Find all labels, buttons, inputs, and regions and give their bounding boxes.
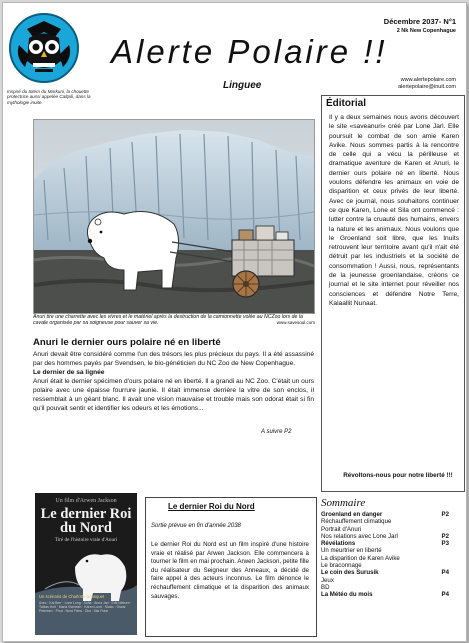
toc-page: P4 (441, 569, 449, 577)
masthead-title: Alerte Polaire !! (111, 33, 388, 70)
email-link[interactable]: alertepolaire@inuit.com (398, 84, 456, 90)
contact-info (398, 77, 456, 91)
article-title: Anuri le dernier ours polaire né en liberté (33, 337, 221, 348)
toc-page: P2 (441, 511, 449, 518)
newspaper-page (2, 2, 467, 642)
poster-tagline: Tiré de l'histoire vraie d'Anuri (54, 537, 118, 543)
toc-item[interactable]: Nos relations avec Lone Jarl P2 (321, 532, 449, 540)
film-release-note: Sortie prévue en fin d'année 2038 (151, 523, 241, 529)
poster-screenplay: Un scénario de Charlotte Bousquet (39, 594, 105, 599)
cover-photo (33, 119, 315, 314)
film-poster (35, 493, 137, 635)
toc-item[interactable]: La disparition de Karen Avike (321, 554, 400, 562)
toc-item[interactable]: Le coin des Surusik P4 (321, 569, 449, 577)
poster-title: Le dernier Roi du Nord (40, 506, 132, 536)
website-link[interactable]: www.alertepolaire.com (400, 77, 456, 83)
toc-item[interactable]: Le braconnage (321, 562, 362, 570)
editorial-closing: Révoltons-nous pour notre liberté !!! (343, 472, 453, 479)
article-subhead: Le dernier de sa lignée (33, 369, 105, 376)
owl-totem-logo (9, 13, 79, 83)
toc-item[interactable]: La Météo du mois P4 (321, 591, 449, 599)
toc-item[interactable]: Portrait d'Anuri (321, 525, 362, 533)
toc-page: P4 (441, 591, 449, 599)
poster-credits: Avec : Kai Berr · Lone Long · Sofia · Anna Jarl · Erik Nielsen · Tobias Holt · Maria Svensen · Karen Lund · Music : Oscar Petersen · Prod : Nord Films · Dist : Sila Polar (39, 601, 132, 614)
toc-item[interactable]: Réchauffement climatique (321, 518, 392, 526)
glacier-bear-illustration (34, 120, 314, 313)
toc-page: P3 (441, 540, 449, 548)
photo-credit: www.savesoul.com (276, 320, 315, 326)
film-article-title: Le dernier Roi du Nord (168, 502, 255, 511)
toc-item[interactable]: BD (321, 583, 330, 591)
editorial-body: Il y a deux semaines nous avons découvert le site «saveanuri» créé par Lone Jarl. Elle poursuit le combat de son amie Karen Avike. Nous sommes partis à la rencontre de celle qui a vécu la périlleuse et dramatique aventure de Karen et Anuri, le dernier ours polaire né en liberté. Nous voulons défendre les animaux en voie de disparition et ceux privés de leur liberté. Avec ce journal, nous souhaitons continuer ce que Karen, Lone et Sila ont commencé : lutter contre la cruauté des humains, envers la nature et les animaux. Nous voulons que le Groenland soit libre, que les Inuits retrouvent leur territoire avant qu'il n'ait été détruit par les industriels et la société de consommation ! Aussi, nous, représentants de la jeunesse groenlandaise, créons ce journal et le site internet pour réveiller nos consciences et défendre Notre Terre, Kalaallit Nunaat. (329, 114, 459, 307)
issue-location: 2 Nk New Copenhague (396, 28, 456, 34)
table-of-contents (321, 511, 449, 599)
continued-note: A suivre P2 (261, 429, 292, 435)
editorial-title: Éditorial (326, 98, 367, 109)
article-body (33, 350, 314, 413)
owl-icon (11, 15, 77, 81)
article-paragraph-1: Anuri devait être considéré comme l'un des trésors les plus précieux du pays. Il a été assassiné par des hommes payés par Svendsen, le bio-généticien du NC Zoo de New Copenhague. (33, 351, 314, 367)
toc-item[interactable]: Un meurtrier en liberté (321, 547, 382, 555)
issue-date: Décembre 2037- N°1 (383, 17, 456, 26)
poster-director: Un film d'Arwen Jackson (55, 498, 117, 504)
masthead-subtitle: Linguee (223, 80, 262, 91)
photo-caption (33, 314, 315, 326)
article-paragraph-2: Anuri était le dernier spécimen d'ours polaire né en liberté. Il a grandi au NC Zoo. C'était un ours polaire avec une épaisse fourrure jaunie. Il était immense derrière la vitre de son enclos, il ressemblait à un géant blanc. Il avait une vision mauvaise et trouble mais son odorat était si fin qu'il pouvait sentir et identifier les odeurs et les émotions... (33, 378, 314, 412)
logo-caption: Inspiré du totem du Markuni, la chouette protectrice aussi appelée Caltpili, dans la mythologie inuite. (7, 89, 91, 105)
toc-item[interactable]: Jeux (321, 576, 334, 584)
film-article-body: Le dernier Roi du Nord est un film inspiré d'une histoire vraie et réalisé par Arwen Jackson. Elle commencera à tourner le film en mai prochain. Arwen Jackson, petite fille du réalisateur du Seigneur des Anneaux, a décidé de faire appel à des acteurs inconnus. Le film dénonce le réchauffement climatique et la disparition des animaux sauvages. (151, 541, 309, 600)
toc-page: P2 (441, 532, 449, 540)
toc-item[interactable]: Groenland en danger P2 (321, 511, 449, 518)
toc-title: Sommaire (321, 497, 366, 509)
toc-item[interactable]: Révélations P3 (321, 540, 449, 548)
photo-caption-text: Anuri tire une charrette avec les vivres et le matériel après la destruction de la camionnette volée au NCZoo lors de la cavale organisée par sa soigneuse pour sauver sa vie. (33, 314, 303, 327)
